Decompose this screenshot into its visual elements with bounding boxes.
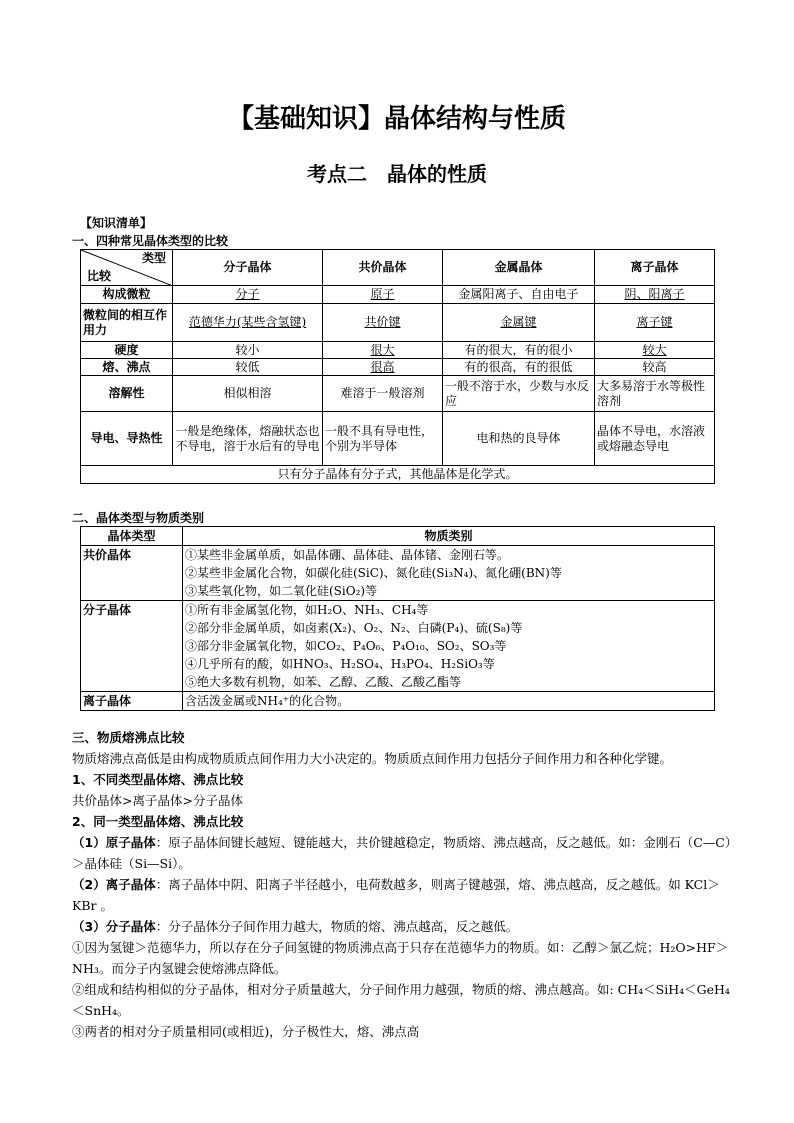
crystal-category-table (80, 526, 715, 711)
paragraph-text: ：分子晶体分子间作用力越大，物质的熔、沸点越高，反之越低。 (155, 919, 519, 934)
col-header-covalent: 共价晶体 (323, 250, 443, 286)
paragraph-atomic (72, 832, 732, 874)
table-cell: 一般不具有导电性，个别为半导体 (323, 412, 443, 466)
table-cell: 金属阳离子、自由电子 (443, 286, 595, 304)
table-cell (183, 601, 715, 692)
list-item: ②某些非金属化合物，如碳化硅(SiC)、氮化硅(Si₃N₄)、氮化硼(BN)等 (185, 566, 562, 580)
section3-heading: 三、物质熔沸点比较 (72, 730, 185, 745)
table-row (81, 601, 715, 692)
table-row (81, 304, 715, 342)
list-item: ③某些氧化物，如二氧化硅(SiO₂)等 (185, 584, 378, 598)
table-cell: 阴、阳离子 (595, 286, 715, 304)
table-row (81, 412, 715, 466)
section3 (72, 727, 732, 1042)
list-item: ④几乎所有的酸，如HNO₃、H₂SO₄、H₃PO₄、H₂SiO₃等 (185, 657, 495, 671)
page-subtitle: 考点二 晶体的性质 (307, 162, 487, 186)
table-cell: 晶体不导电，水溶液或熔融态导电 (595, 412, 715, 466)
col-header-metallic: 金属晶体 (443, 250, 595, 286)
table-header-row (81, 527, 715, 546)
table-cell: 离子键 (595, 304, 715, 342)
table-cell: 很高 (323, 359, 443, 376)
table-cell: 大多易溶于水等极性溶剂 (595, 376, 715, 412)
row-label-particles: 构成微粒 (81, 286, 173, 304)
sub-heading-1: 1、不同类型晶体熔、沸点比较 (72, 772, 244, 787)
table-row (81, 692, 715, 711)
list-item: ①某些非金属单质，如晶体硼、晶体硅、晶体锗、金刚石等。 (185, 548, 510, 562)
sub-heading-2: 2、同一类型晶体熔、沸点比较 (72, 814, 244, 829)
paragraph-label: （1）原子晶体 (72, 835, 156, 850)
table-cell: 范德华力(某些含氢键) (173, 304, 323, 342)
row-label-hardness: 硬度 (81, 342, 173, 359)
row-label-interaction: 微粒间的相互作用力 (81, 304, 173, 342)
table-cell: 共价键 (323, 304, 443, 342)
table-cell: 较高 (595, 359, 715, 376)
sub1-text: 共价晶体>离子晶体>分子晶体 (72, 793, 243, 808)
paragraph-label: （2）离子晶体 (72, 877, 156, 892)
table-cell: 一般不溶于水，少数与水反应 (443, 376, 595, 412)
section3-intro: 物质熔沸点高低是由构成物质质点间作用力大小决定的。物质质点间作用力包括分子间作用力和各种化学键。 (72, 751, 673, 766)
diag-top-label: 类型 (141, 251, 166, 265)
col-header-category: 物质类别 (183, 527, 715, 546)
table-cell: 金属键 (443, 304, 595, 342)
table-cell: 原子 (323, 286, 443, 304)
section1-heading: 一、四种常见晶体类型的比较 (72, 234, 229, 248)
table-row (81, 286, 715, 304)
table-cell: 难溶于一般溶剂 (323, 376, 443, 412)
table-cell: 相似相溶 (173, 376, 323, 412)
col-header-type: 晶体类型 (81, 527, 183, 546)
table-row (81, 342, 715, 359)
diagonal-header-cell (81, 250, 173, 286)
row-label-covalent: 共价晶体 (81, 546, 183, 601)
paragraph-molecular (72, 916, 732, 937)
list-item: ⑤绝大多数有机物，如苯、乙醇、乙酸、乙酸乙酯等 (185, 675, 462, 689)
knowledge-list-label: 【知识清单】 (80, 216, 153, 230)
table-cell: 较小 (173, 342, 323, 359)
row-label-molecular: 分子晶体 (81, 601, 183, 692)
col-header-molecular: 分子晶体 (173, 250, 323, 286)
crystal-comparison-table (80, 249, 715, 484)
table-cell: 分子 (173, 286, 323, 304)
table-cell: 电和热的良导体 (443, 412, 595, 466)
table-cell: 较大 (595, 342, 715, 359)
table-header-row (81, 250, 715, 286)
paragraph-hydrogen-bond: ①因为氢键＞范德华力，所以存在分子间氢键的物质沸点高于只存在范德华力的物质。如：乙醇＞氯乙烷；H₂O>HF＞NH₃。而分子内氢键会使熔沸点降低。 (72, 940, 729, 976)
table-cell: 很大 (323, 342, 443, 359)
row-label-ionic: 离子晶体 (81, 692, 183, 711)
list-item: ③部分非金属氧化物，如CO₂、P₄O₆、P₄O₁₀、SO₂、SO₃等 (185, 639, 507, 653)
table-row (81, 376, 715, 412)
paragraph-text: ：离子晶体中阴、阳离子半径越小，电荷数越多，则离子键越强，熔、沸点越高，反之越低。如 KCl＞KBr 。 (72, 877, 720, 913)
diag-bottom-label: 比较 (87, 269, 112, 283)
paragraph-molar-mass: ②组成和结构相似的分子晶体，相对分子质量越大，分子间作用力越强，物质的熔、沸点越高。如: CH₄＜SiH₄＜GeH₄＜SnH₄。 (72, 982, 730, 1018)
row-label-conductivity: 导电、导热性 (81, 412, 173, 466)
table-row (81, 546, 715, 601)
paragraph-text: ：原子晶体间键长越短、键能越大，共价键越稳定，物质熔、沸点越高，反之越低。如：金刚石（C—C）＞晶体硅（Si—Si）。 (72, 835, 732, 871)
table-note-row (81, 466, 715, 484)
list-item: ②部分非金属单质，如卤素(X₂)、O₂、N₂、白磷(P₄)、硫(S₈)等 (185, 621, 523, 635)
page-title: 【基础知识】晶体结构与性质 (227, 104, 566, 134)
table-cell: 有的很高，有的很低 (443, 359, 595, 376)
list-item: 含活泼金属或NH₄⁺的化合物。 (185, 694, 350, 708)
table-cell (183, 692, 715, 711)
row-label-melting: 熔、沸点 (81, 359, 173, 376)
table-cell: 有的很大，有的很小 (443, 342, 595, 359)
table-cell: 较低 (173, 359, 323, 376)
paragraph-polarity: ③两者的相对分子质量相同(或相近)，分子极性大，熔、沸点高 (72, 1024, 420, 1039)
table-note: 只有分子晶体有分子式，其他晶体是化学式。 (81, 466, 715, 484)
row-label-solubility: 溶解性 (81, 376, 173, 412)
col-header-ionic: 离子晶体 (595, 250, 715, 286)
section2-heading: 二、晶体类型与物质类别 (72, 511, 205, 525)
table-cell (183, 546, 715, 601)
list-item: ①所有非金属氢化物，如H₂O、NH₃、CH₄等 (185, 603, 429, 617)
paragraph-ionic (72, 874, 732, 916)
table-row (81, 359, 715, 376)
paragraph-label: （3）分子晶体 (72, 919, 156, 934)
table-cell: 一般是绝缘体，熔融状态也不导电，溶于水后有的导电 (173, 412, 323, 466)
